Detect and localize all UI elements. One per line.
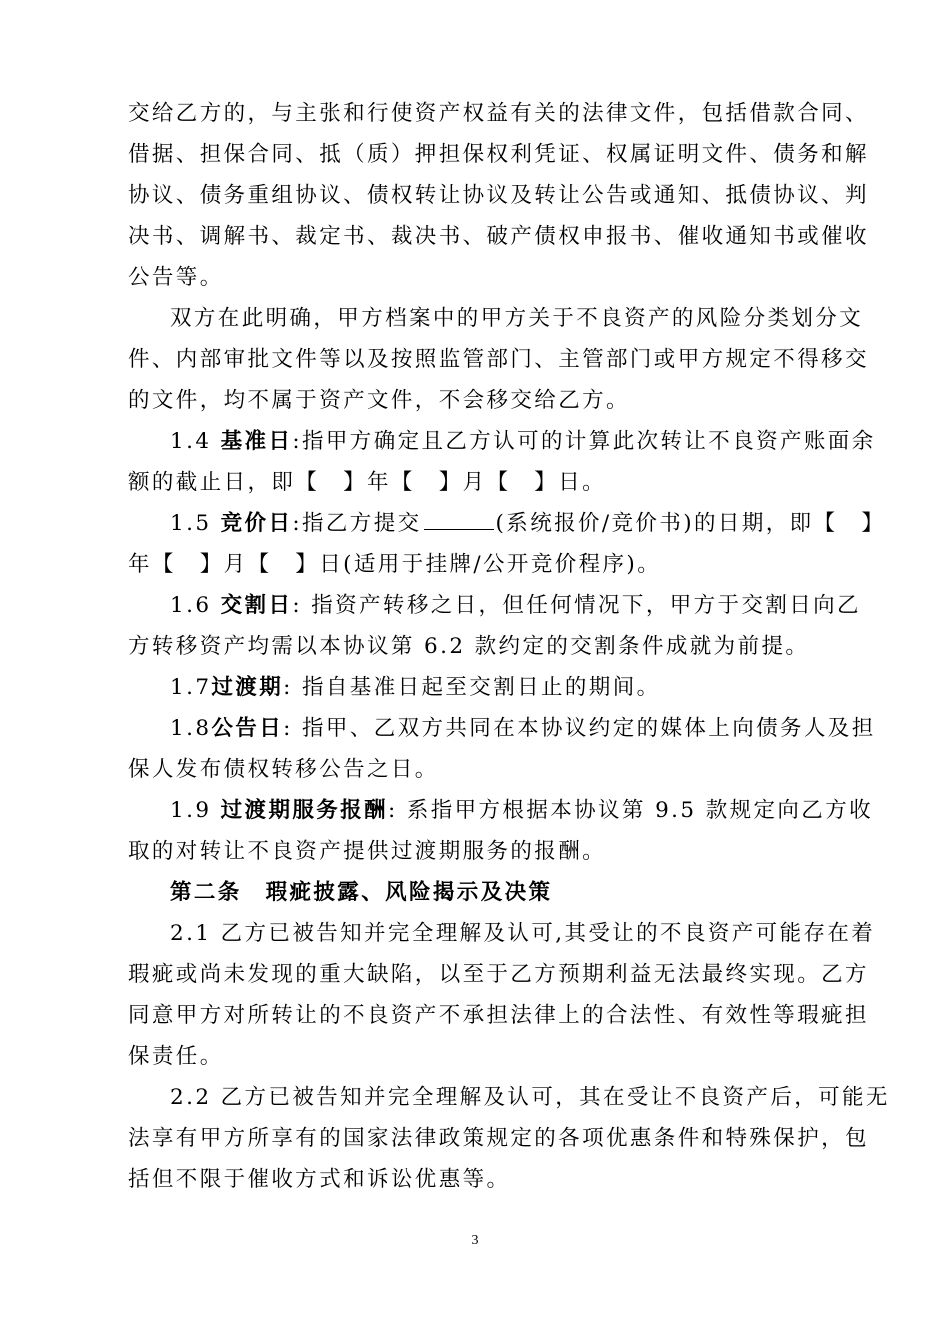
- text-line: 交给乙方的，与主张和行使资产权益有关的法律文件，包括借款合同、: [128, 101, 869, 126]
- text-line: 方转移资产均需以本协议第 6.2 款约定的交割条件成就为前提。: [128, 634, 810, 659]
- clause-number: 1.9: [170, 798, 221, 823]
- text-line: 括但不限于催收方式和诉讼优惠等。: [128, 1167, 511, 1192]
- defined-term: 基准日: [220, 429, 293, 454]
- clause-number: 1.4: [170, 429, 221, 454]
- text-line: 公告等。: [128, 265, 224, 290]
- text-line: 2.2 乙方已被告知并完全理解及认可，其在受让不良资产后，可能无: [170, 1085, 890, 1110]
- defined-term: 过渡期服务报酬: [220, 798, 388, 823]
- clause-1-6: [170, 591, 861, 621]
- defined-term: 竞价日: [220, 511, 293, 536]
- clause-1-7: [170, 673, 661, 703]
- clause-text: : 指资产转移之日，但任何情况下，甲方于交割日向乙: [292, 593, 861, 618]
- clause-1-4: [170, 427, 876, 457]
- text-line: 借据、担保合同、抵（质）押担保权利凭证、权属证明文件、债务和解: [128, 142, 869, 167]
- text-line: 协议、债务重组协议、债权转让协议及转让公告或通知、抵债协议、判: [128, 183, 869, 208]
- defined-term: 交割日: [220, 593, 293, 618]
- text-line: 保责任。: [128, 1044, 224, 1069]
- clause-1-8: [170, 714, 876, 744]
- text-line: 保人发布债权转移公告之日。: [128, 757, 439, 782]
- text-line: 额的截止日，即【 】年【 】月【 】日。: [128, 470, 607, 495]
- clause-1-5: [170, 509, 885, 539]
- text-line: 2.1 乙方已被告知并完全理解及认可,其受让的不良资产可能存在着: [170, 921, 876, 946]
- clause-number: 1.6: [170, 593, 221, 618]
- clause-text: : 指自基准日起至交割日止的期间。: [283, 675, 661, 700]
- clause-number: 1.8: [170, 716, 212, 741]
- defined-term: 过渡期: [211, 675, 284, 700]
- text-line: 件、内部审批文件等以及按照监管部门、主管部门或甲方规定不得移交: [128, 347, 869, 372]
- defined-term: 公告日: [211, 716, 284, 741]
- text-line: 同意甲方对所转让的不良资产不承担法律上的合法性、有效性等瑕疵担: [128, 1003, 869, 1028]
- page-number: 3: [471, 1233, 479, 1248]
- text-line: 的文件，均不属于资产文件，不会移交给乙方。: [128, 388, 630, 413]
- clause-text: :指乙方提交: [292, 511, 422, 536]
- text-line: 双方在此明确，甲方档案中的甲方关于不良资产的风险分类划分文: [170, 306, 864, 331]
- article-heading: 第二条 瑕疵披露、风险揭示及决策: [170, 880, 553, 905]
- clause-1-9: [170, 796, 873, 826]
- clause-text: :指甲方确定且乙方认可的计算此次转让不良资产账面余: [292, 429, 876, 454]
- text-line: 年【 】月【 】日(适用于挂牌/公开竞价程序)。: [128, 552, 662, 577]
- fill-in-blank: [424, 509, 494, 530]
- text-line: 决书、调解书、裁定书、裁决书、破产债权申报书、催收通知书或催收: [128, 224, 869, 249]
- text-line: 瑕疵或尚未发现的重大缺陷，以至于乙方预期利益无法最终实现。乙方: [128, 962, 869, 987]
- text-line: 法享有甲方所享有的国家法律政策规定的各项优惠条件和特殊保护，包: [128, 1126, 869, 1151]
- clause-text: (系统报价/竞价书)的日期，即【 】: [495, 511, 886, 536]
- clause-text: : 系指甲方根据本协议第 9.5 款规定向乙方收: [387, 798, 873, 823]
- text-line: 取的对转让不良资产提供过渡期服务的报酬。: [128, 839, 607, 864]
- clause-number: 1.7: [170, 675, 212, 700]
- clause-text: : 指甲、乙双方共同在本协议约定的媒体上向债务人及担: [283, 716, 876, 741]
- clause-number: 1.5: [170, 511, 221, 536]
